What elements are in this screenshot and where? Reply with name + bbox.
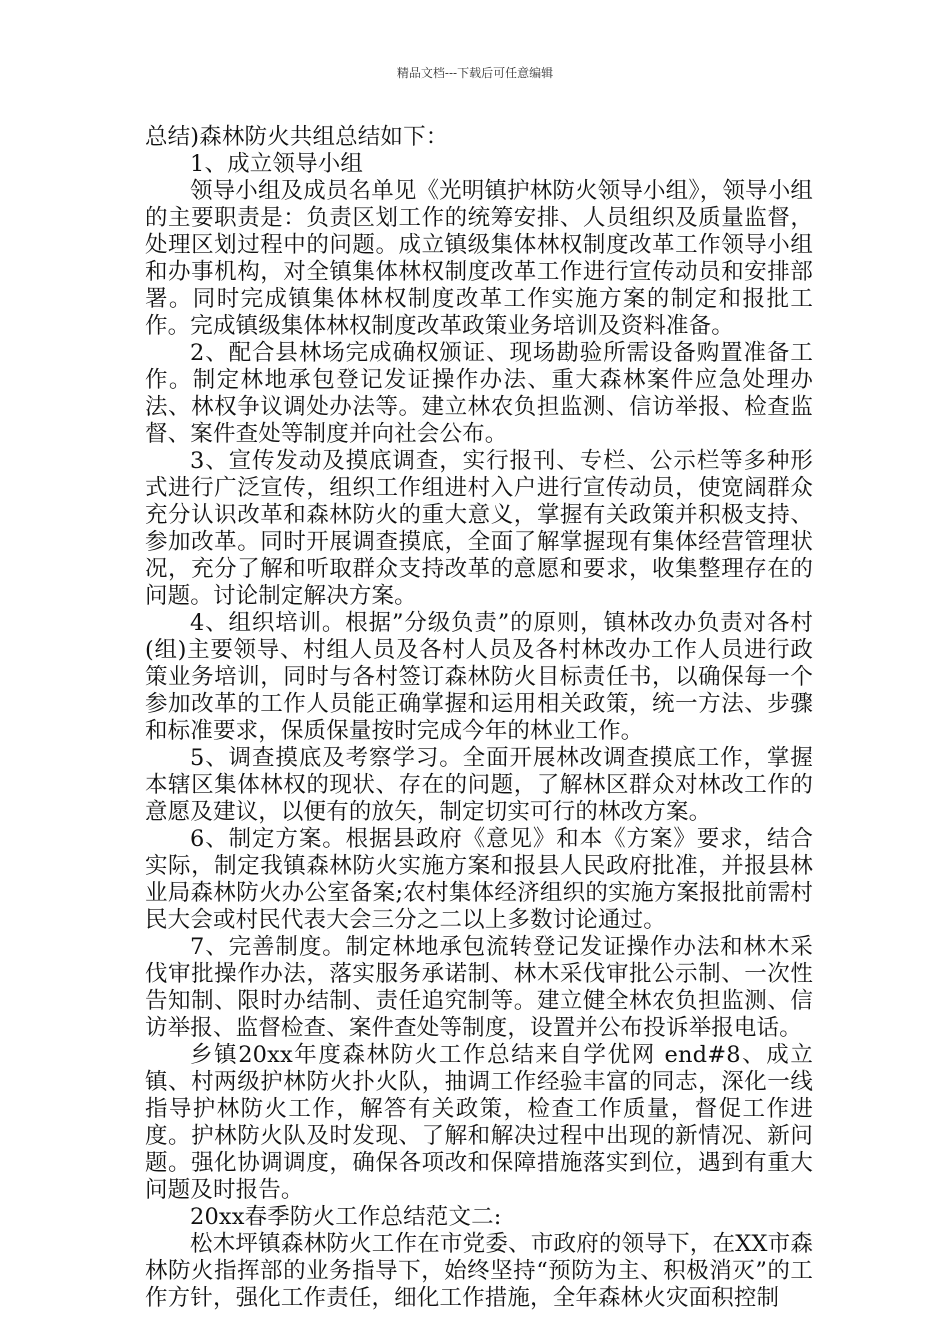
paragraph: 6、制定方案。根据县政府《意见》和本《方案》要求，结合实际，制定我镇森林防火实施方案和报县人民政府批准，并报县林业局森林防火办公室备案;农村集体经济组织的实施方案报批前需村民大会或村民代表大会三分之二以上多数讨论通过。 xyxy=(145,826,813,933)
paragraph: 乡镇20xx年度森林防火工作总结来自学优网 end#8、成立镇、村两级护林防火扑火队，抽调工作经验丰富的同志，深化一线指导护林防火工作，解答有关政策，检查工作质量，督促工作进度。护林防火队及时发现、了解和解决过程中出现的新情况、新问题。强化协调调度，确保各项改和保障措施落实到位，遇到有重大问题及时报告。 xyxy=(145,1042,813,1203)
paragraph: 3、宣传发动及摸底调查，实行报刊、专栏、公示栏等多种形式进行广泛宣传，组织工作组进村入户进行宣传动员，使宽阔群众充分认识改革和森林防火的重大意义，掌握有关政策并积极支持、参加改革。同时开展调查摸底，全面了解掌握现有集体经营管理状况，充分了解和听取群众支持改革的意愿和要求，收集整理存在的问题。讨论制定解决方案。 xyxy=(145,448,813,609)
paragraph: 松木坪镇森林防火工作在市党委、市政府的领导下，在XX市森林防火指挥部的业务指导下，始终坚持“预防为主、积极消灭”的工作方针，强化工作责任，细化工作措施，全年森林火灾面积控制 xyxy=(145,1231,813,1311)
page-header: 精品文档---下载后可任意编辑 xyxy=(396,66,554,80)
paragraph: 4、组织培训。根据”分级负责”的原则，镇林改办负责对各村(组)主要领导、村组人员及各村人员及各村林改办工作人员进行政策业务培训，同时与各村签订森林防火目标责任书，以确保每一个参加改革的工作人员能正确掌握和运用相关政策，统一方法、步骤和标准要求，保质保量按时完成今年的林业工作。 xyxy=(145,610,813,744)
paragraph: 2、配合县林场完成确权颁证、现场勘验所需设备购置准备工作。制定林地承包登记发证操作办法、重大森林案件应急处理办法、林权争议调处办法等。建立林农负担监测、信访举报、检查监督、案件查处等制度并向社会公布。 xyxy=(145,340,813,447)
paragraph: 总结)森林防火共组总结如下： xyxy=(145,124,449,150)
document-body xyxy=(145,124,813,1312)
paragraph: 1、成立领导小组 xyxy=(190,151,364,177)
paragraph: 领导小组及成员名单见《光明镇护林防火领导小组》，领导小组的主要职责是：负责区划工作的统筹安排、人员组织及质量监督，处理区划过程中的问题。成立镇级集体林权制度改革工作领导小组和办事机构，对全镇集体林权制度改革工作进行宣传动员和安排部署。同时完成镇集体林权制度改革工作实施方案的制定和报批工作。完成镇级集体林权制度改革政策业务培训及资料准备。 xyxy=(145,178,813,339)
paragraph: 5、调查摸底及考察学习。全面开展林改调查摸底工作，掌握本辖区集体林权的现状、存在的问题，了解林区群众对林改工作的意愿及建议，以便有的放矢，制定切实可行的林改方案。 xyxy=(145,745,813,825)
paragraph: 20xx春季防火工作总结范文二: xyxy=(190,1204,502,1230)
paragraph: 7、完善制度。制定林地承包流转登记发证操作办法和林木采伐审批操作办法，落实服务承诺制、林木采伐审批公示制、一次性告知制、限时办结制、责任追究制等。建立健全林农负担监测、信访举报、监督检查、案件查处等制度，设置并公布投诉举报电话。 xyxy=(145,934,813,1041)
